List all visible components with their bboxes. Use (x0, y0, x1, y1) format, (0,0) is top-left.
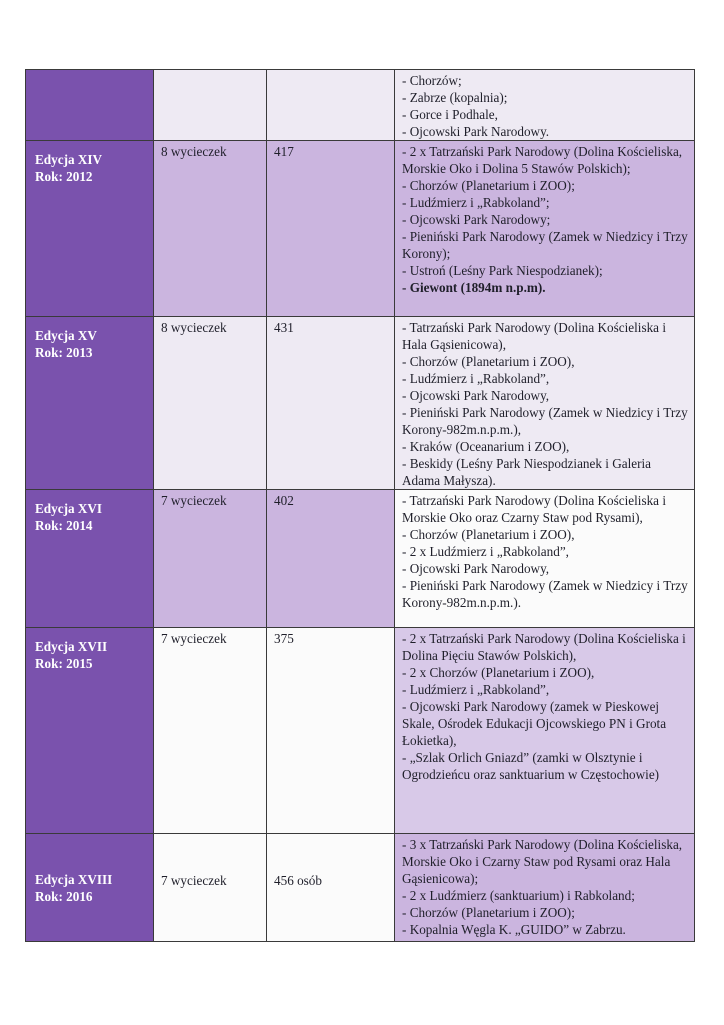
edition-label: Edycja XVII (35, 639, 108, 654)
destination-item: - 2 x Ludźmierz (sanktuarium) i Rabkoland; (402, 888, 635, 903)
edition-cell (26, 490, 154, 628)
trips-count-cell: 7 wycieczek (154, 628, 267, 834)
trips-count-cell: 8 wycieczek (154, 317, 267, 490)
table-row (26, 317, 695, 490)
destination-item: - Ojcowski Park Narodowy, (402, 388, 550, 403)
edition-year: Rok: 2012 (35, 169, 93, 184)
participants-cell: 417 (267, 141, 395, 317)
destination-item: - Ustroń (Leśny Park Niespodzianek); (402, 263, 603, 278)
destinations-cell (395, 834, 695, 942)
destinations-cell (395, 490, 695, 628)
destination-item: - Chorzów (Planetarium i ZOO); (402, 905, 575, 920)
destination-item: - Ojcowski Park Narodowy (zamek w Pieskowej Skale, Ośrodek Edukacji Ojcowskiego PN i Grota Łokietka), (402, 699, 667, 748)
destination-item: - Pieniński Park Narodowy (Zamek w Niedzicy i Trzy Korony-982m.n.p.m.). (402, 578, 688, 610)
table-row (26, 628, 695, 834)
destination-item: - Pieniński Park Narodowy (Zamek w Niedzicy i Trzy Korony-982m.n.p.m.), (402, 405, 688, 437)
destination-item: - Pieniński Park Narodowy (Zamek w Niedzicy i Trzy Korony); (402, 229, 688, 261)
destination-item: - 2 x Chorzów (Planetarium i ZOO), (402, 665, 595, 680)
edition-cell (26, 834, 154, 942)
destination-item: - 3 x Tatrzański Park Narodowy (Dolina Kościeliska, Morskie Oko i Czarny Staw pod Rysami oraz Hala Gąsienicowa); (402, 837, 683, 886)
participants-cell: 456 osób (267, 834, 395, 942)
edition-year: Rok: 2015 (35, 656, 93, 671)
destination-item: - Chorzów (Planetarium i ZOO), (402, 527, 575, 542)
destination-item: - Tatrzański Park Narodowy (Dolina Kościeliska i Morskie Oko oraz Czarny Staw pod Rysami), (402, 493, 666, 525)
destination-item: - Kopalnia Węgla K. „GUIDO” w Zabrzu. (402, 922, 626, 937)
table-row (26, 834, 695, 942)
edition-cell (26, 141, 154, 317)
destination-item: - Ojcowski Park Narodowy; (402, 212, 551, 227)
destination-item: - Ojcowski Park Narodowy, (402, 561, 550, 576)
destination-item: - Tatrzański Park Narodowy (Dolina Kościeliska i Hala Gąsienicowa), (402, 320, 666, 352)
destination-item: - Zabrze (kopalnia); (402, 90, 508, 105)
destinations-cell (395, 70, 695, 141)
destination-item: - Giewont (1894m n.p.m). (402, 280, 546, 295)
destination-item: - 2 x Tatrzański Park Narodowy (Dolina Kościeliska, Morskie Oko i Dolina 5 Stawów Polskich); (402, 144, 683, 176)
edition-year: Rok: 2013 (35, 345, 93, 360)
edition-label: Edycja XV (35, 328, 97, 343)
destinations-cell (395, 141, 695, 317)
trips-table (25, 69, 695, 942)
destination-item: - Gorce i Podhale, (402, 107, 498, 122)
table-row (26, 490, 695, 628)
destination-item: - Ludźmierz i „Rabkoland”, (402, 371, 550, 386)
edition-cell (26, 70, 154, 141)
destination-item: - „Szlak Orlich Gniazd” (zamki w Olsztynie i Ogrodzieńcu oraz sanktuarium w Częstochowie) (402, 750, 660, 782)
trips-count-cell: 7 wycieczek (154, 834, 267, 942)
participants-cell: 402 (267, 490, 395, 628)
participants-cell: 431 (267, 317, 395, 490)
destination-item: - Beskidy (Leśny Park Niespodzianek i Galeria Adama Małysza). (402, 456, 652, 488)
trips-count-cell: 8 wycieczek (154, 141, 267, 317)
trips-count-cell (154, 70, 267, 141)
destination-item: - Chorzów; (402, 73, 462, 88)
edition-label: Edycja XIV (35, 152, 103, 167)
edition-cell (26, 628, 154, 834)
destination-item: - Kraków (Oceanarium i ZOO), (402, 439, 570, 454)
destination-item: - Ludźmierz i „Rabkoland”; (402, 195, 550, 210)
edition-year: Rok: 2016 (35, 888, 93, 904)
destination-item: - 2 x Ludźmierz i „Rabkoland”, (402, 544, 569, 559)
destination-item: - 2 x Tatrzański Park Narodowy (Dolina Kościeliska i Dolina Pięciu Stawów Polskich), (402, 631, 686, 663)
edition-year: Rok: 2014 (35, 518, 93, 533)
participants-cell: 375 (267, 628, 395, 834)
destination-item: - Ludźmierz i „Rabkoland”, (402, 682, 550, 697)
edition-label: Edycja XVIII (35, 871, 113, 887)
trips-count-cell: 7 wycieczek (154, 490, 267, 628)
participants-cell (267, 70, 395, 141)
destination-item: - Chorzów (Planetarium i ZOO); (402, 178, 575, 193)
destination-item: - Ojcowski Park Narodowy. (402, 124, 550, 139)
table-row (26, 70, 695, 141)
table-row (26, 141, 695, 317)
edition-label: Edycja XVI (35, 501, 103, 516)
destination-item: - Chorzów (Planetarium i ZOO), (402, 354, 575, 369)
destinations-cell (395, 628, 695, 834)
edition-cell (26, 317, 154, 490)
destinations-cell (395, 317, 695, 490)
